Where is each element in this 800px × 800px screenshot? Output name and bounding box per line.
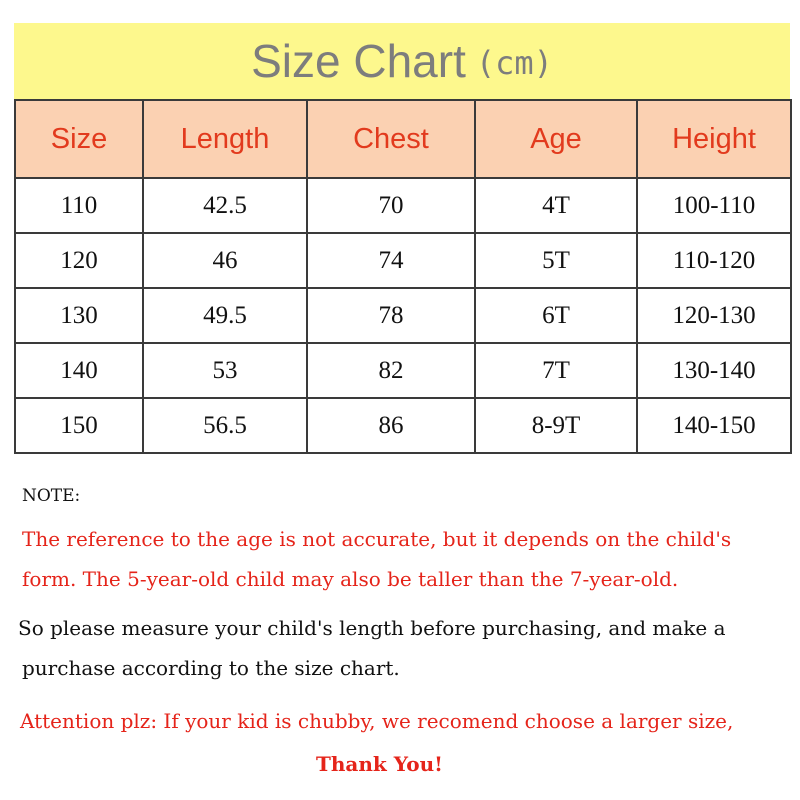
- cell-age: 8-9T: [475, 398, 637, 453]
- cell-height: 100-110: [637, 178, 791, 233]
- cell-height: 130-140: [637, 343, 791, 398]
- size-chart-table: [14, 99, 792, 454]
- header-height: Height: [637, 100, 791, 178]
- cell-size: 120: [15, 233, 143, 288]
- cell-length: 42.5: [143, 178, 307, 233]
- cell-chest: 70: [307, 178, 475, 233]
- title-banner: [14, 23, 790, 99]
- unit-label: (cm): [475, 44, 553, 82]
- note-attention: Attention plz: If your kid is chubby, we recomend choose a larger size,: [20, 709, 734, 733]
- table-row: [15, 233, 791, 288]
- cell-chest: 86: [307, 398, 475, 453]
- cell-age: 7T: [475, 343, 637, 398]
- cell-length: 46: [143, 233, 307, 288]
- cell-age: 5T: [475, 233, 637, 288]
- header-row: [15, 100, 791, 178]
- note-age-warning-line1: The reference to the age is not accurate, but it depends on the child's: [22, 527, 732, 551]
- page-title: Size Chart: [251, 35, 466, 87]
- cell-length: 49.5: [143, 288, 307, 343]
- cell-length: 56.5: [143, 398, 307, 453]
- cell-height: 140-150: [637, 398, 791, 453]
- table-row: [15, 343, 791, 398]
- cell-size: 140: [15, 343, 143, 398]
- cell-size: 110: [15, 178, 143, 233]
- header-chest: Chest: [307, 100, 475, 178]
- cell-size: 150: [15, 398, 143, 453]
- cell-height: 120-130: [637, 288, 791, 343]
- cell-height: 110-120: [637, 233, 791, 288]
- cell-age: 4T: [475, 178, 637, 233]
- cell-size: 130: [15, 288, 143, 343]
- header-age: Age: [475, 100, 637, 178]
- cell-age: 6T: [475, 288, 637, 343]
- table-row: [15, 398, 791, 453]
- note-thanks: Thank You!: [316, 752, 443, 776]
- cell-chest: 82: [307, 343, 475, 398]
- note-measure-line1: So please measure your child's length before purchasing, and make a: [18, 616, 726, 640]
- cell-chest: 78: [307, 288, 475, 343]
- cell-chest: 74: [307, 233, 475, 288]
- note-label: NOTE:: [22, 486, 81, 506]
- table-row: [15, 288, 791, 343]
- cell-length: 53: [143, 343, 307, 398]
- header-length: Length: [143, 100, 307, 178]
- note-age-warning-line2: form. The 5-year-old child may also be taller than the 7-year-old.: [22, 567, 679, 591]
- table-row: [15, 178, 791, 233]
- note-measure-line2: purchase according to the size chart.: [22, 656, 400, 680]
- header-size: Size: [15, 100, 143, 178]
